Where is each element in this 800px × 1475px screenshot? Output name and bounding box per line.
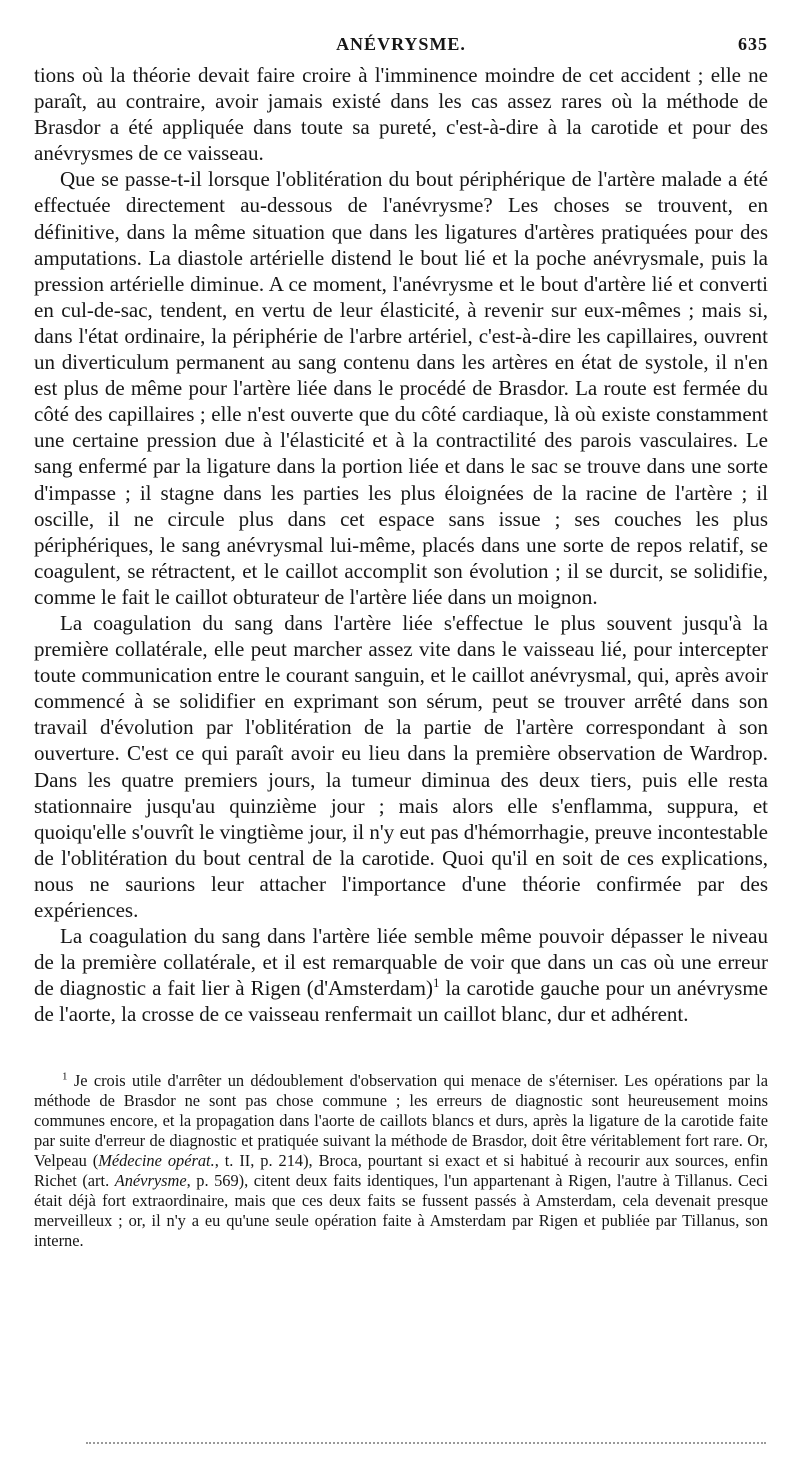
paragraph-text: la carotide gauche pour un anévrysme de l'aorte, la crosse de ce vaisseau renfermait un caillot blanc, dur et adhérent. xyxy=(34,976,769,1027)
body-text xyxy=(34,62,768,1027)
paragraph-rigen-case xyxy=(34,923,768,1027)
paragraph-text: La coagulation du sang dans l'artère liée semble même pouvoir dépasser le niveau de la première collatérale, et il est remarquable de voir que dans un cas où une erreur de diagnostic a fait lier à Rigen (d'Amsterdam) xyxy=(34,924,768,1001)
footnote-marker: 1 xyxy=(62,1071,68,1083)
footnote-title-italic: Anévrysme xyxy=(114,1171,187,1190)
running-header xyxy=(34,28,768,62)
bottom-dotted-rule xyxy=(86,1442,766,1444)
paragraph-brasdor-mechanism: Que se passe-t-il lorsque l'oblitération du bout périphérique de l'artère malade a été effectuée directement au-dessous de l'anévrysme? Les choses se trouvent, en définitive, dans la même situation que dans les ligatures d'artères pratiquées pour des amputations. La diastole artérielle distend le bout lié et la poche anévrysmale, puis la pression artérielle diminue. A ce moment, l'anévrysme et le bout d'artère lié et converti en cul-de-sac, tendent, en vertu de leur élasticité, à revenir sur eux-mêmes ; mais si, dans l'état ordinaire, la périphérie de l'arbre artériel, c'est-à-dire les capillaires, ouvrent un diverticulum permanent au sang contenu dans les artères en état de systole, il n'en est plus de même pour l'artère liée dans le procédé de Brasdor. La route est fermée du côté des capillaires ; elle n'est ouverte que du côté cardiaque, là où existe constamment une certaine pression due à l'élasticité et à la contractilité des parois vasculaires. Le sang enfermé par la ligature dans la portion liée et dans le sac se trouve dans une sorte d'impasse ; il stagne dans les parties les plus éloignées de la racine de l'artère ; il oscille, il ne circule plus dans cet espace sans issue ; ses couches les plus périphériques, le sang anévrysmal lui-même, placés dans une sorte de repos relatif, se coagulent, se rétractent, et le caillot accomplit son évolution ; il se durcit, se solidifie, comme le fait le caillot obturateur de l'artère liée dans un moignon. xyxy=(34,167,768,609)
footnote-1 xyxy=(34,1071,768,1250)
footnote-reference: 1 xyxy=(432,975,440,991)
page-number: 635 xyxy=(738,34,768,54)
running-title: ANÉVRYSME. xyxy=(336,34,466,54)
footnotes xyxy=(34,1071,768,1250)
paragraph-continued: tions où la théorie devait faire croire à l'imminence moindre de cet accident ; elle ne paraît, au contraire, avoir jamais existé dans les cas assez rares où la méthode de Brasdor a été appliquée dans toute sa pureté, c'est-à-dire à la carotide et pour des anévrysmes de ce vaisseau. xyxy=(34,63,768,166)
footnote-text: Je crois utile d'arrêter un dédoublement d'observation qui menace de s'éterniser. Les opérations par la méthode de Brasdor ne sont pas chose commune ; les erreurs de diagnostic sont heureusement moins communes encore, et la propagation dans l'aorte de caillots blancs et durs, après la ligature de la carotide faite par suite d'erreur de diagnostic et pratiquée suivant la méthode de Brasdor, doit être véritablement fort rare. Or, Velpeau ( xyxy=(34,1071,768,1171)
document-page xyxy=(34,28,768,1251)
footnote-title-italic: Médecine opérat. xyxy=(98,1151,215,1171)
paragraph-coagulation: La coagulation du sang dans l'artère liée s'effectue le plus souvent jusqu'à la première collatérale, elle peut marcher assez vite dans le vaisseau lié, pour intercepter toute communication entre le courant sanguin, et le caillot anévrysmal, qui, après avoir commencé à se solidifier en exprimant son sérum, peut se trouver arrêté dans son travail d'évolution par l'oblitération de la partie de l'artère correspondant à son ouverture. C'est ce qui paraît avoir eu lieu dans la première observation de Wardrop. Dans les quatre premiers jours, la tumeur diminua des deux tiers, puis elle resta stationnaire jusqu'au quinzième jour ; mais alors elle s'enflamma, suppura, et quoiqu'elle s'ouvrît le vingtième jour, il n'y eut pas d'hémorrhagie, preuve incontestable de l'oblitération du bout central de la carotide. Quoi qu'il en soit de ces explications, nous ne saurions leur attacher l'importance d'une théorie confirmée par des expériences. xyxy=(34,610,768,922)
footnote-text: , p. 569), citent deux faits identiques, l'un appartenant à Rigen, l'autre à Tillanus. Ceci était déjà fort extraordinaire, mais que ces deux faits se fussent passés à Amsterdam, cela devenait presque merveilleux ; or, il n'y a eu qu'une seule opération faite à Amsterdam par Rigen et publiée par Tillanus, son interne. xyxy=(34,1171,768,1250)
footnote-text: , t. II, p. 214), Broca, pourtant si exact et si habitué à recourir aux sources, enfin Richet (art. xyxy=(34,1151,768,1190)
